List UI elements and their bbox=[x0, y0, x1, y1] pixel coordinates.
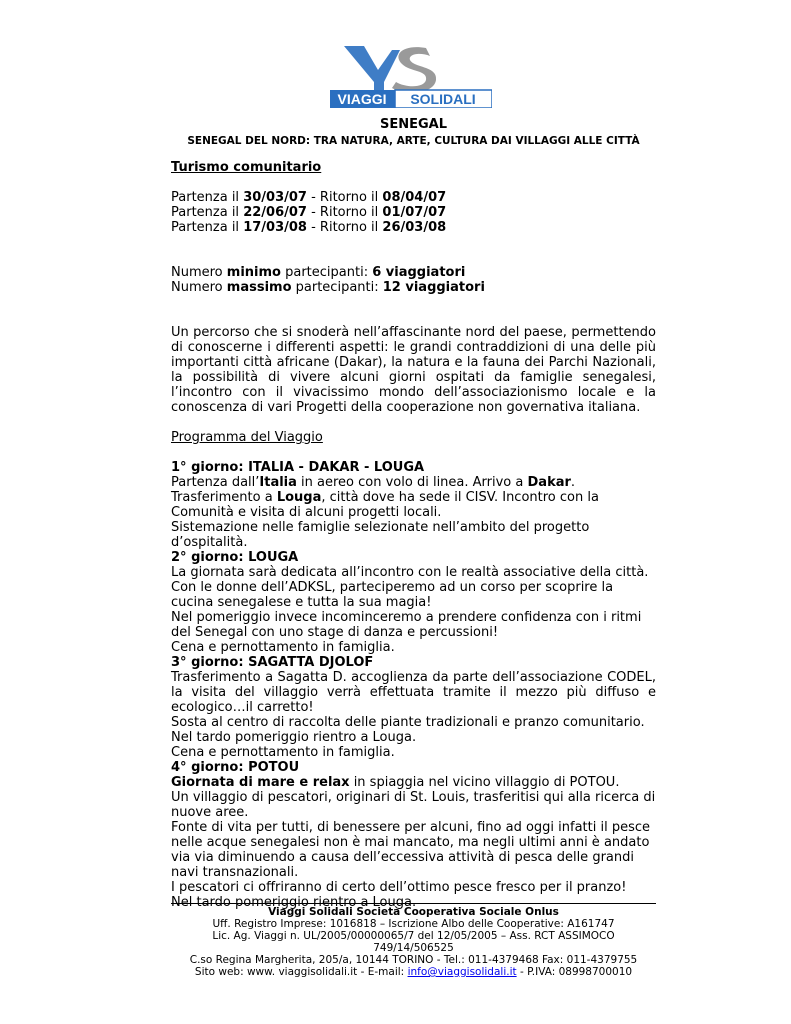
intro-paragraph: Un percorso che si snoderà nell’affascinante nord del paese, permettendo di conoscerne i differenti aspetti: le grandi contraddizioni di una delle più importanti città africane (Dakar), la natura e la fauna dei Parchi Nazionali, la possibilità di vivere alcuni giorni ospitati da famiglie senegalesi, l’incontro con il vivacissimo mondo dell’associazionismo locale e la conoscenza di vari Progetti della cooperazione non governativa italiana. bbox=[171, 325, 656, 415]
day1-title: 1° giorno: ITALIA - DAKAR - LOUGA bbox=[171, 460, 425, 475]
departure-date: 22/06/07 bbox=[243, 205, 307, 220]
day2-line-3: Nel pomeriggio invece incominceremo a prendere confidenza con i ritmi del Senegal con uno stage di danza e percussioni! bbox=[171, 610, 642, 640]
title-block bbox=[171, 117, 656, 149]
place-name: Louga bbox=[276, 490, 322, 505]
text-run: in aereo con volo di linea. Arrivo a bbox=[296, 475, 528, 490]
program-heading: Programma del Viaggio bbox=[171, 430, 323, 445]
day1-line-2 bbox=[171, 490, 656, 520]
day3-line-4: Cena e pernottamento in famiglia. bbox=[171, 745, 395, 760]
participants-kind: massimo bbox=[226, 280, 292, 295]
footer-registry: Uff. Registro Imprese: 1016818 – Iscrizione Albo delle Cooperative: A161747 bbox=[212, 918, 615, 930]
place-name: Italia bbox=[259, 475, 297, 490]
day2-line-2: Con le donne dell’ADKSL, parteciperemo ad un corso per scoprire la cucina senegalese e tutta la sua magia! bbox=[171, 580, 614, 610]
day4-line-2: Un villaggio di pescatori, originari di St. Louis, trasferitisi qui alla ricerca di nuove aree. bbox=[171, 790, 656, 820]
page-title: SENEGAL bbox=[379, 117, 448, 132]
logo-text-solidali: SOLIDALI bbox=[410, 91, 476, 107]
participants-kind: minimo bbox=[226, 265, 281, 280]
participants-min bbox=[171, 265, 656, 280]
footer-vat: - P.IVA: 08998700010 bbox=[516, 966, 633, 978]
section-heading-turismo: Turismo comunitario bbox=[171, 160, 322, 175]
participants-label: Numero bbox=[171, 265, 227, 280]
participants-label: partecipanti: bbox=[280, 265, 373, 280]
departure-line-2 bbox=[171, 205, 656, 220]
day4-title: 4° giorno: POTOU bbox=[171, 760, 300, 775]
page-footer bbox=[171, 903, 656, 978]
return-date: 26/03/08 bbox=[382, 220, 447, 235]
document-body bbox=[171, 160, 656, 910]
email-link[interactable]: info@viaggisolidali.it bbox=[407, 966, 517, 978]
text-run: Partenza dall’ bbox=[171, 475, 260, 490]
footer-address: C.so Regina Margherita, 205/a, 10144 TORINO - Tel.: 011-4379468 Fax: 011-4379755 bbox=[189, 954, 638, 966]
participants-max bbox=[171, 280, 656, 295]
day1-line-1 bbox=[171, 475, 656, 490]
place-name: Dakar bbox=[527, 475, 571, 490]
footer-contacts bbox=[171, 966, 656, 978]
day4-line-1 bbox=[171, 775, 656, 790]
footer-license: Lic. Ag. Viaggi n. UL/2005/00000065/7 del 12/05/2005 – Ass. RCT ASSIMOCO 749/14/506525 bbox=[212, 930, 615, 954]
highlight-text: Giornata di mare e relax bbox=[171, 775, 350, 790]
day4-line-3: Fonte di vita per tutti, di benessere per alcuni, fino ad oggi infatti il pesce nelle acque senegalesi non è mai mancato, ma negli ultimi anni è andato via via diminuendo a causa dell’eccessiva attività di pesca delle grandi navi transnazionali. bbox=[171, 820, 651, 880]
logo-graphic bbox=[330, 40, 492, 108]
day3-title: 3° giorno: SAGATTA DJOLOF bbox=[171, 655, 374, 670]
departure-prefix: Partenza il bbox=[171, 205, 244, 220]
participants-count: 6 viaggiatori bbox=[372, 265, 466, 280]
return-date: 01/07/07 bbox=[382, 205, 447, 220]
participants-label: partecipanti: bbox=[291, 280, 383, 295]
day4-line-4: I pescatori ci offriranno di certo dell’ottimo pesce fresco per il pranzo! bbox=[171, 880, 627, 895]
text-run: Trasferimento a bbox=[171, 490, 277, 505]
day2-line-1: La giornata sarà dedicata all’incontro con le realtà associative della città. bbox=[171, 565, 649, 580]
participants-label: Numero bbox=[171, 280, 227, 295]
footer-web: Sito web: www. viaggisolidali.it - E-mail: bbox=[194, 966, 408, 978]
departure-line-1 bbox=[171, 190, 656, 205]
day3-line-2: Sosta al centro di raccolta delle piante tradizionali e pranzo comunitario. bbox=[171, 715, 645, 730]
return-date: 08/04/07 bbox=[382, 190, 447, 205]
text-run: , città dove ha sede il CISV. Incontro con la Comunità e visita di alcuni progetti locali. bbox=[171, 490, 599, 520]
day3-line-3: Nel tardo pomeriggio rientro a Louga. bbox=[171, 730, 417, 745]
logo-text-viaggi: VIAGGI bbox=[337, 91, 387, 107]
page-subtitle: SENEGAL DEL NORD: TRA NATURA, ARTE, CULTURA DAI VILLAGGI ALLE CITTÀ bbox=[187, 135, 640, 147]
participants-count: 12 viaggiatori bbox=[382, 280, 485, 295]
day2-line-4: Cena e pernottamento in famiglia. bbox=[171, 640, 395, 655]
return-prefix: - Ritorno il bbox=[306, 205, 383, 220]
return-prefix: - Ritorno il bbox=[306, 190, 383, 205]
text-run: . bbox=[570, 475, 576, 490]
day2-title: 2° giorno: LOUGA bbox=[171, 550, 299, 565]
departure-prefix: Partenza il bbox=[171, 220, 244, 235]
departure-line-3 bbox=[171, 220, 656, 235]
day4-line-5: Nel tardo pomeriggio rientro a Louga. bbox=[171, 895, 417, 910]
day1-line-3: Sistemazione nelle famiglie selezionate nell’ambito del progetto d’ospitalità. bbox=[171, 520, 590, 550]
text-run: in spiaggia nel vicino villaggio di POTOU. bbox=[349, 775, 620, 790]
return-prefix: - Ritorno il bbox=[306, 220, 383, 235]
footer-company: Viaggi Solidali Società Cooperativa Sociale Onlus bbox=[268, 906, 559, 918]
viaggi-solidali-logo bbox=[330, 40, 492, 108]
departure-prefix: Partenza il bbox=[171, 190, 244, 205]
departure-date: 17/03/08 bbox=[243, 220, 307, 235]
day3-line-1: Trasferimento a Sagatta D. accoglienza da parte dell’associazione CODEL, la visita del villaggio verrà effettuata tramite il mezzo più diffuso e ecologico…il carretto! bbox=[171, 670, 656, 715]
departure-date: 30/03/07 bbox=[243, 190, 307, 205]
